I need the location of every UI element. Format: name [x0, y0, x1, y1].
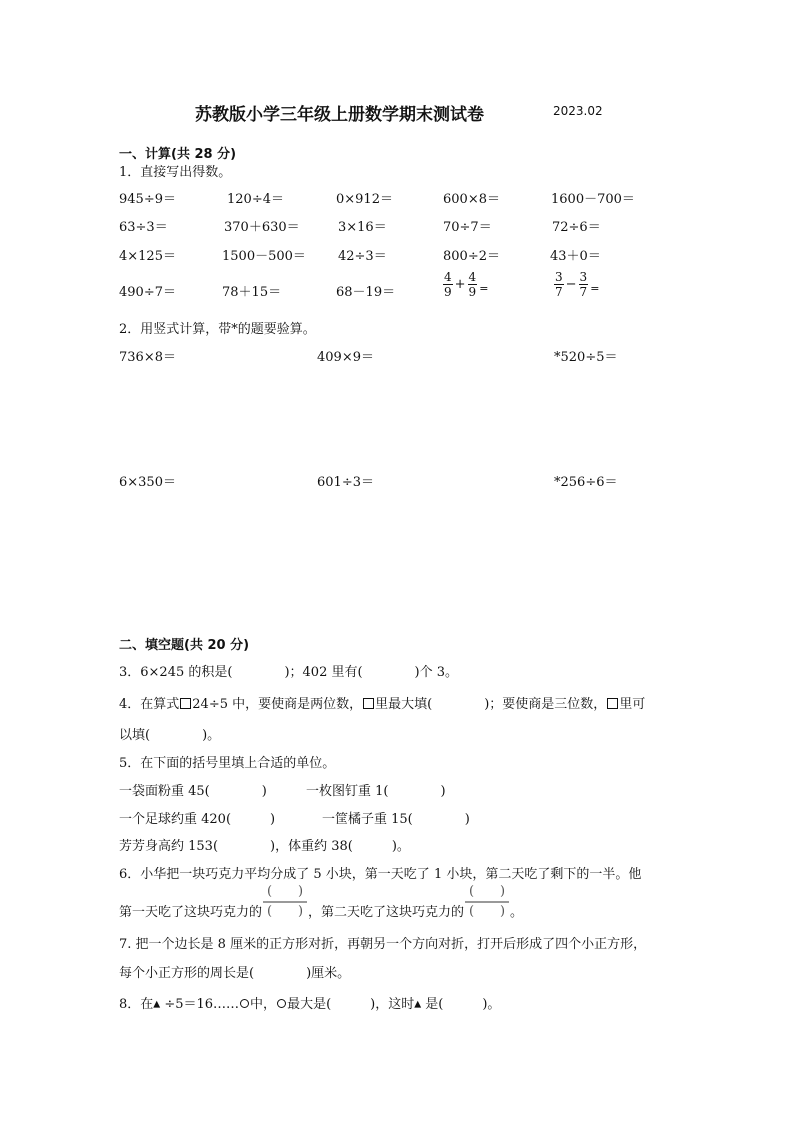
- section-heading-fill-blank: 二、填空题(共 20 分): [119, 638, 250, 653]
- question-7-line-1: 7. 把一个边长是 8 厘米的正方形对折，再朝另一个方向对折，打开后形成了四个小正方形，: [119, 937, 647, 952]
- question-8: [119, 993, 500, 1012]
- square-box-icon: [363, 698, 374, 709]
- equals-sign: =: [590, 282, 600, 295]
- square-box-icon: [607, 698, 618, 709]
- operator: −: [565, 277, 577, 292]
- question-3: 3．6×245 的积是( )；402 里有( )个 3。: [119, 665, 459, 680]
- text: 第一天吃了这块巧克力的: [119, 905, 263, 920]
- denominator: 7: [555, 285, 563, 299]
- calc-item: 1500－500＝: [222, 249, 306, 264]
- fraction-expression-subtract: [554, 270, 599, 299]
- vertical-calc-item: 601÷3＝: [317, 475, 374, 490]
- section-heading-calculation: 一、计算(共 28 分): [119, 147, 237, 162]
- fraction-blank: [263, 885, 307, 919]
- calc-item: 72÷6＝: [552, 220, 601, 235]
- fraction: [468, 270, 478, 299]
- calc-item: 600×8＝: [443, 192, 500, 207]
- text: 里最大填( )；要使商是三位数，: [375, 697, 607, 712]
- calc-item: 3×16＝: [338, 220, 387, 235]
- calc-item: 4×125＝: [119, 249, 176, 264]
- numerator-blank: ( ): [266, 884, 304, 899]
- denominator: 9: [444, 285, 452, 299]
- circle-icon: [240, 999, 249, 1008]
- unit-blank-item: 一个足球约重 420( ): [119, 812, 276, 827]
- calc-item: 800÷2＝: [443, 249, 500, 264]
- question-4-line-1: [119, 693, 645, 712]
- calc-item: 70÷7＝: [443, 220, 492, 235]
- question-4-line-2: 以填( )。: [119, 728, 221, 743]
- vertical-calc-item: 6×350＝: [119, 475, 176, 490]
- calc-item: 63÷3＝: [119, 220, 168, 235]
- calc-item: 42÷3＝: [338, 249, 387, 264]
- text: 是( )。: [421, 997, 501, 1012]
- calc-item: 945÷9＝: [119, 192, 176, 207]
- operator: +: [454, 277, 466, 292]
- fraction-blank: [465, 885, 509, 919]
- fraction: [579, 270, 589, 299]
- square-box-icon: [180, 698, 191, 709]
- calc-item: 370＋630＝: [224, 220, 300, 235]
- text: 中，: [250, 997, 277, 1012]
- exam-date: 2023.02: [553, 104, 603, 118]
- unit-blank-item: 一袋面粉重 45( ): [119, 784, 267, 799]
- denominator: 7: [579, 285, 588, 299]
- calc-item: 43＋0＝: [550, 249, 601, 264]
- vertical-calc-item: *256÷6＝: [554, 475, 618, 490]
- fraction-expression-add: [443, 270, 488, 299]
- question-6-line-2: [119, 884, 523, 920]
- fraction: [443, 270, 453, 299]
- numerator: 4: [468, 270, 477, 284]
- numerator: 3: [579, 270, 588, 284]
- text: ，第二天吃了这块巧克力的: [308, 905, 465, 920]
- vertical-calc-item: *520÷5＝: [554, 350, 618, 365]
- text: 里可: [619, 697, 646, 712]
- question-2-prompt: 2．用竖式计算，带*的题要验算。: [119, 322, 316, 337]
- vertical-calc-item: 409×9＝: [317, 350, 374, 365]
- text: 8．在: [119, 997, 154, 1012]
- calc-item: 1600－700＝: [551, 192, 635, 207]
- denominator: 9: [468, 285, 477, 299]
- question-7-line-2: 每个小正方形的周长是( )厘米。: [119, 966, 351, 981]
- unit-blank-item: 一枚图钉重 1( ): [306, 784, 446, 799]
- equals-sign: =: [479, 282, 489, 295]
- vertical-calc-item: 736×8＝: [119, 350, 176, 365]
- fraction-bar: [465, 901, 509, 903]
- calc-item: 490÷7＝: [119, 285, 176, 300]
- unit-blank-item: 芳芳身高约 153( )，体重约 38( )。: [119, 839, 410, 854]
- question-6-line-1: 6．小华把一块巧克力平均分成了 5 小块，第一天吃了 1 小块，第二天吃了剩下的一半。他: [119, 867, 642, 882]
- text: ÷5＝16……: [160, 997, 240, 1012]
- denominator-blank: ( ): [266, 904, 304, 919]
- calc-item: 0×912＝: [336, 192, 393, 207]
- denominator-blank: ( ): [468, 904, 506, 919]
- calc-item: 120÷4＝: [227, 192, 284, 207]
- fraction-bar: [263, 901, 307, 903]
- unit-blank-item: 一筐橘子重 15( ): [322, 812, 470, 827]
- question-5-prompt: 5．在下面的括号里填上合适的单位。: [119, 756, 336, 771]
- text: 。: [510, 905, 524, 920]
- text: 24÷5 中，要使商是两位数，: [192, 697, 363, 712]
- numerator-blank: ( ): [468, 884, 506, 899]
- fraction: [554, 270, 564, 299]
- triangle-icon: ▲: [414, 999, 422, 1010]
- calc-item: 68－19＝: [336, 285, 396, 300]
- page-title: 苏教版小学三年级上册数学期末测试卷: [195, 105, 484, 125]
- text: 最大是( )，这时: [287, 997, 415, 1012]
- numerator: 3: [555, 270, 563, 284]
- circle-icon: [277, 999, 286, 1008]
- triangle-icon: ▲: [153, 999, 161, 1010]
- numerator: 4: [444, 270, 452, 284]
- question-1-prompt: 1．直接写出得数。: [119, 165, 232, 180]
- text: 4．在算式: [119, 697, 180, 712]
- calc-item: 78＋15＝: [222, 285, 282, 300]
